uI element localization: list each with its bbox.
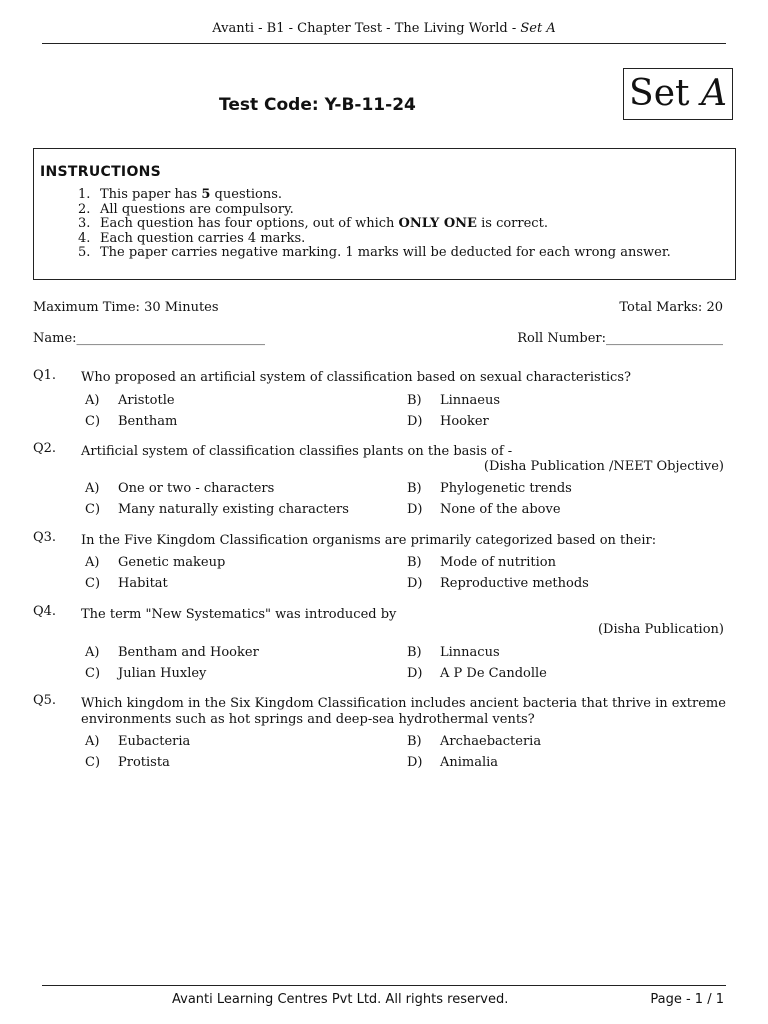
question-number: Q1. [33,368,57,383]
option-letter: C) [85,414,101,429]
option-letter: B) [407,555,422,570]
question-text: Artificial system of classification classifies plants on the basis of - [81,444,513,459]
option-letter: D) [407,666,423,681]
option-text: Habitat [118,576,168,591]
page-header [0,21,768,36]
option-text: Mode of nutrition [440,555,556,570]
option-letter: A) [85,555,100,570]
option-text: A P De Candolle [440,666,547,681]
option-text: Julian Huxley [118,666,207,681]
option-letter: A) [85,645,100,660]
question-number: Q5. [33,693,57,708]
option-letter: B) [407,481,422,496]
set-badge-word: Set [629,73,690,114]
option-text: Linnacus [440,645,500,660]
option-text: Eubacteria [118,734,191,749]
instruction-item: 4. Each question carries 4 marks. [78,230,306,246]
instruction-item: 5. The paper carries negative marking. 1 marks will be deducted for each wrong answer. [78,245,671,261]
option-letter: A) [85,734,100,749]
footer-divider [42,985,726,986]
option-letter: B) [407,393,422,408]
question-source: (Disha Publication /NEET Objective) [483,459,724,474]
instructions-box [33,148,736,280]
instructions-list [78,188,671,261]
option-letter: C) [85,666,101,681]
option-letter: D) [407,755,423,770]
question-number: Q2. [33,441,57,456]
header-divider [42,43,726,44]
test-code: Test Code: Y-B-11-24 [219,95,416,115]
instruction-item: 2. All questions are compulsory. [78,201,294,217]
footer-page-number: Page - 1 / 1 [650,992,724,1007]
option-letter: B) [407,734,422,749]
question-text: Who proposed an artificial system of classification based on sexual characteristics? [81,370,631,385]
option-text: Bentham [118,414,178,429]
set-badge [623,68,733,120]
option-text: Bentham and Hooker [118,645,259,660]
question-number: Q4. [33,604,57,619]
option-text: Animalia [440,755,499,770]
option-text: Protista [118,755,170,770]
set-badge-letter: A [700,73,727,114]
total-marks: Total Marks: 20 [619,300,723,315]
option-letter: D) [407,576,423,591]
option-letter: A) [85,481,100,496]
option-letter: A) [85,393,100,408]
max-time: Maximum Time: 30 Minutes [33,300,219,315]
option-text: Many naturally existing characters [118,502,349,517]
question-text: In the Five Kingdom Classification organisms are primarily categorized based on their: [81,533,657,548]
option-letter: C) [85,755,101,770]
option-text: None of the above [440,502,561,517]
header-set: Set A [520,21,556,36]
option-text: Genetic makeup [118,555,226,570]
option-letter: D) [407,414,423,429]
option-letter: D) [407,502,423,517]
option-text: Archaebacteria [440,734,542,749]
option-letter: C) [85,576,101,591]
option-text: Linnaeus [440,393,501,408]
option-letter: B) [407,645,422,660]
question-number: Q3. [33,530,57,545]
question-text: The term "New Systematics" was introduced by [81,607,397,622]
instruction-item: 3. Each question has four options, out of which ONLY ONE is correct. [78,216,548,232]
option-letter: C) [85,502,101,517]
option-text: Hooker [440,414,489,429]
footer-copyright: Avanti Learning Centres Pvt Ltd. All rights reserved. [172,992,509,1007]
question-text: Which kingdom in the Six Kingdom Classification includes ancient bacteria that thrive in extreme environments such as hot springs and deep-sea hydrothermal vents? [81,696,726,727]
question-source: (Disha Publication) [597,622,724,637]
header-title: Avanti - B1 - Chapter Test - The Living World - [212,21,521,36]
option-text: Phylogenetic trends [440,481,572,496]
instructions-title: INSTRUCTIONS [40,164,162,180]
option-text: Aristotle [118,393,175,408]
option-text: Reproductive methods [440,576,589,591]
name-field: Name:_____________________________ [33,331,266,346]
option-text: One or two - characters [118,481,275,496]
instruction-item: 1. This paper has 5 questions. [78,187,282,202]
roll-number-field: Roll Number:__________________ [517,331,723,346]
